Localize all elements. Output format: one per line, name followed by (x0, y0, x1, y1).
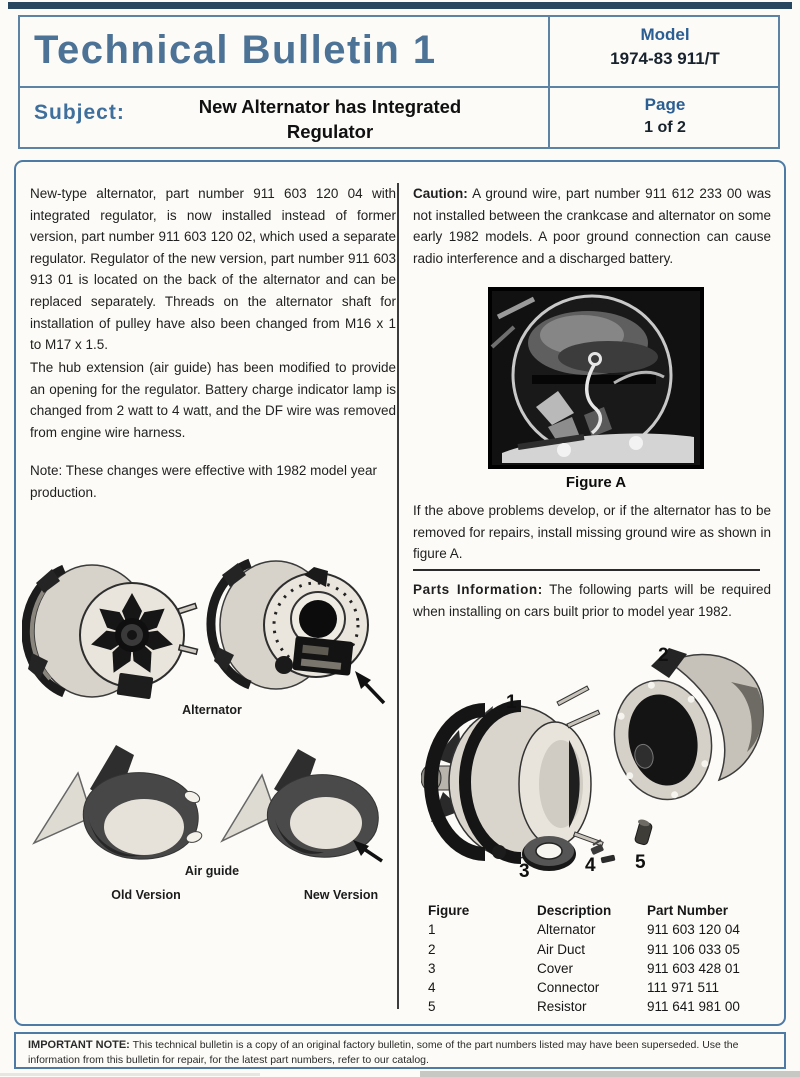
page-title: Technical Bulletin 1 (34, 28, 437, 72)
cell-part-number: 911 603 120 04 (647, 922, 740, 938)
top-accent-bar (8, 2, 792, 9)
column-divider (397, 183, 399, 1009)
cell-description: Air Duct (537, 941, 586, 957)
figure-a-caption: Figure A (565, 474, 627, 491)
page-cell (550, 95, 780, 137)
model-value: 1974-83 911/T (610, 49, 720, 68)
parts-exploded-view (421, 642, 786, 890)
new-version-caption: New Version (303, 888, 379, 902)
header (18, 15, 780, 149)
table-row (428, 978, 784, 997)
figure-a-photo (488, 287, 704, 469)
scan-edge-strip (0, 1073, 260, 1076)
alternator-figure (22, 553, 394, 713)
important-note-text: This technical bulletin is a copy of an original factory bulletin, some of the part numbers listed may have been superseded. Use the information from this bulletin for repair, for the latest part numbers, refer to our catalog. (28, 1039, 739, 1066)
cell-part-number: 911 603 428 01 (647, 960, 740, 976)
cell-figure: 3 (428, 960, 436, 976)
parts-diagram (421, 642, 786, 890)
page-label: Page (644, 95, 686, 114)
diagram-label-1: 1 (506, 692, 517, 713)
paragraph-new-alternator: New-type alternator, part number 911 603 120 04 with integrated regulator, is now installed instead of former version, part number 911 603 120 02, which used a separate regulator. Regulator of the new version, part number 911 603 913 01 is located on the back of the alternator and can be replaced separately. Threads on the alternator shaft for installation of pulley have also been changed from M16 x 1 to M17 x 1.5. (30, 186, 396, 353)
diagram-label-4: 4 (585, 855, 596, 876)
cell-description: Cover (537, 960, 574, 976)
parts-information-label: Parts Information: (413, 582, 543, 597)
cell-figure: 4 (428, 980, 436, 996)
subject-label: Subject: (34, 101, 125, 124)
table-row (428, 940, 784, 959)
scan-edge-strip (420, 1071, 800, 1077)
alternator-caption: Alternator (182, 703, 242, 717)
content-box (14, 160, 786, 1026)
old-version-caption: Old Version (111, 888, 181, 902)
diagram-label-5: 5 (635, 852, 646, 873)
table-row (428, 959, 784, 978)
table-row (428, 997, 784, 1016)
cell-description: Alternator (537, 922, 596, 938)
model-cell (550, 25, 780, 69)
parts-information-text: The following parts will be required when installing on cars built prior to model year 1982. (413, 582, 771, 619)
parts-table (428, 901, 784, 1017)
table-row (428, 920, 784, 939)
col-header-description: Description (537, 903, 612, 918)
col-header-part-number: Part Number (647, 903, 729, 918)
cell-part-number: 911 106 033 05 (647, 941, 740, 957)
page-value: 1 of 2 (644, 119, 686, 136)
caution-text: A ground wire, part number 911 612 233 00 was not installed between the crankcase and alternator on some early 1982 models. A poor ground connection can cause radio interference and a discharged battery. (413, 186, 771, 266)
caution-paragraph (413, 183, 771, 269)
diagram-label-2: 2 (658, 645, 669, 666)
cell-figure: 5 (428, 999, 436, 1015)
paragraph-hub-extension: The hub extension (air guide) has been modified to provide an opening for the regulator. Battery charge indicator lamp is changed from 2 watt to 4 watt, and the DF wire was removed from engine wire harness. (30, 360, 396, 440)
air-guide-caption: Air guide (184, 864, 240, 878)
regulator-pointer-arrow-icon (355, 671, 384, 703)
cell-part-number: 911 641 981 00 (647, 999, 740, 1015)
after-figure-paragraph: If the above problems develop, or if the alternator has to be removed for repairs, install missing ground wire as shown in figure A. (413, 503, 771, 562)
cell-description: Resistor (537, 999, 587, 1015)
cell-figure: 2 (428, 941, 436, 957)
cell-part-number: 111 971 511 (647, 980, 720, 996)
cell-figure: 1 (428, 922, 436, 938)
parts-information-paragraph (413, 579, 771, 622)
important-note (14, 1032, 786, 1069)
cell-description: Connector (537, 980, 600, 996)
col-header-figure: Figure (428, 903, 470, 918)
header-horizontal-divider (20, 86, 778, 88)
paragraph-note: Note: These changes were effective with 1982 model year production. (30, 463, 377, 500)
important-note-label: IMPORTANT NOTE: (28, 1039, 130, 1051)
air-guide-figure (26, 743, 390, 865)
diagram-label-3: 3 (519, 861, 530, 882)
subject-title: New Alternator has Integrated Regulator (198, 96, 462, 142)
parts-table-header (428, 901, 784, 920)
model-label: Model (640, 25, 690, 44)
caution-label: Caution: (413, 186, 468, 201)
section-divider (413, 569, 760, 571)
